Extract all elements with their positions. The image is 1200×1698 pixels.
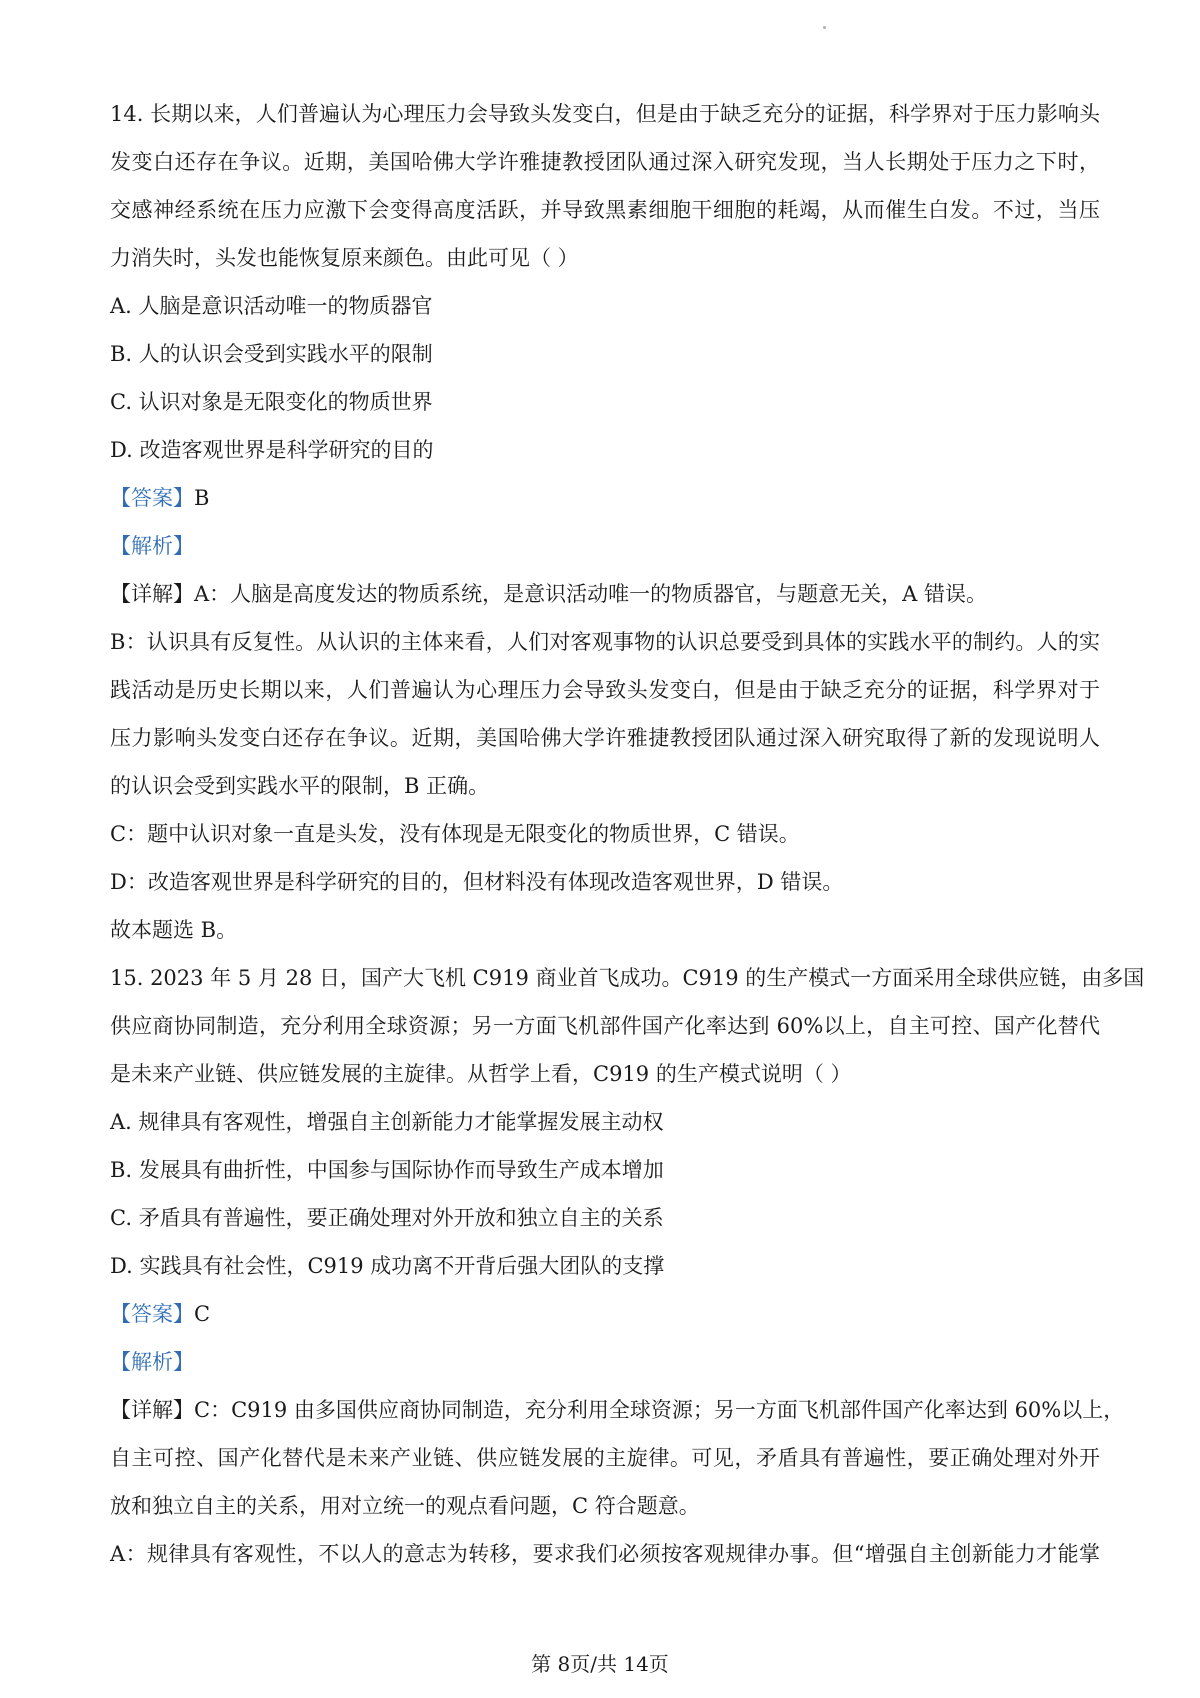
question-15 — [110, 954, 1145, 1578]
detail-text: C：C919 由多国供应商协同制造，充分利用全球资源；另一方面飞机部件国产化率达到 60%以上， — [194, 1398, 1125, 1422]
q14-detail-line — [110, 570, 1100, 618]
detail-tag: 【详解】 — [110, 1398, 194, 1422]
q15-detail-line: 放和独立自主的关系，用对立统一的观点看问题，C 符合题意。 — [110, 1494, 700, 1518]
q14-analysis — [110, 522, 1100, 570]
answer-tag: 【答案】 — [110, 486, 194, 510]
q15-stem-line: 是未来产业链、供应链发展的主旋律。从哲学上看，C919 的生产模式说明（ ） — [110, 1062, 852, 1086]
q14-detail-line: 故本题选 B。 — [110, 918, 238, 942]
q15-option-d: D. 实践具有社会性，C919 成功离不开背后强大团队的支撑 — [110, 1254, 665, 1278]
q14-detail-line: C：题中认识对象一直是头发，没有体现是无限变化的物质世界，C 错误。 — [110, 822, 800, 846]
q15-option-c: C. 矛盾具有普遍性，要正确处理对外开放和独立自主的关系 — [110, 1206, 664, 1230]
detail-tag: 【详解】 — [110, 582, 194, 606]
q14-stem-line: 力消失时，头发也能恢复原来颜色。由此可见（ ） — [110, 246, 579, 270]
q15-detail-line: A：规律具有客观性，不以人的意志为转移，要求我们必须按客观规律办事。但“增强自主创新能力才能掌 — [110, 1542, 1100, 1566]
q14-stem-line: 14. 长期以来，人们普遍认为心理压力会导致头发变白，但是由于缺乏充分的证据，科学界对于压力影响头 — [110, 102, 1100, 126]
q15-analysis — [110, 1338, 1100, 1386]
q14-option-d: D. 改造客观世界是科学研究的目的 — [110, 438, 434, 462]
q14-detail-line: 的认识会受到实践水平的限制，B 正确。 — [110, 774, 490, 798]
analysis-tag: 【解析】 — [110, 1350, 194, 1374]
question-14 — [110, 90, 1100, 954]
answer-value: C — [194, 1302, 211, 1326]
answer-value: B — [194, 486, 210, 510]
q14-detail-line: 践活动是历史长期以来，人们普遍认为心理压力会导致头发变白，但是由于缺乏充分的证据，科学界对于 — [110, 678, 1100, 702]
q15-stem-line: 供应商协同制造，充分利用全球资源；另一方面飞机部件国产化率达到 60%以上，自主可控、国产化替代 — [110, 1014, 1100, 1038]
q15-answer — [110, 1290, 1100, 1338]
q15-option-a: A. 规律具有客观性，增强自主创新能力才能掌握发展主动权 — [110, 1110, 664, 1134]
q15-stem-line: 15. 2023 年 5 月 28 日，国产大飞机 C919 商业首飞成功。C919 的生产模式一方面采用全球供应链，由多国 — [110, 966, 1145, 990]
page-number-footer: 第 8页/共 14页 — [531, 1652, 669, 1676]
q14-detail-line: D：改造客观世界是科学研究的目的，但材料没有体现改造客观世界，D 错误。 — [110, 870, 844, 894]
q15-detail-line — [110, 1386, 1125, 1434]
q15-detail-line: 自主可控、国产化替代是未来产业链、供应链发展的主旋律。可见，矛盾具有普遍性，要正确处理对外开 — [110, 1446, 1100, 1470]
q14-answer — [110, 474, 1100, 522]
q14-detail-line: 压力影响头发变白还存在争议。近期，美国哈佛大学许雅捷教授团队通过深入研究取得了新的发现说明人 — [110, 726, 1100, 750]
analysis-tag: 【解析】 — [110, 534, 194, 558]
q14-stem-line: 发变白还存在争议。近期，美国哈佛大学许雅捷教授团队通过深入研究发现，当人长期处于压力之下时， — [110, 150, 1100, 174]
q14-option-a: A. 人脑是意识活动唯一的物质器官 — [110, 294, 433, 318]
answer-tag: 【答案】 — [110, 1302, 194, 1326]
detail-text: A：人脑是高度发达的物质系统，是意识活动唯一的物质器官，与题意无关，A 错误。 — [194, 582, 988, 606]
q14-option-b: B. 人的认识会受到实践水平的限制 — [110, 342, 433, 366]
scan-dot — [823, 26, 826, 29]
q14-stem-line: 交感神经系统在压力应激下会变得高度活跃，并导致黑素细胞干细胞的耗竭，从而催生白发。不过，当压 — [110, 198, 1100, 222]
q14-detail-line: B：认识具有反复性。从认识的主体来看，人们对客观事物的认识总要受到具体的实践水平的制约。人的实 — [110, 630, 1100, 654]
q15-option-b: B. 发展具有曲折性，中国参与国际协作而导致生产成本增加 — [110, 1158, 664, 1182]
page-content — [110, 90, 1145, 1578]
q14-option-c: C. 认识对象是无限变化的物质世界 — [110, 390, 433, 414]
